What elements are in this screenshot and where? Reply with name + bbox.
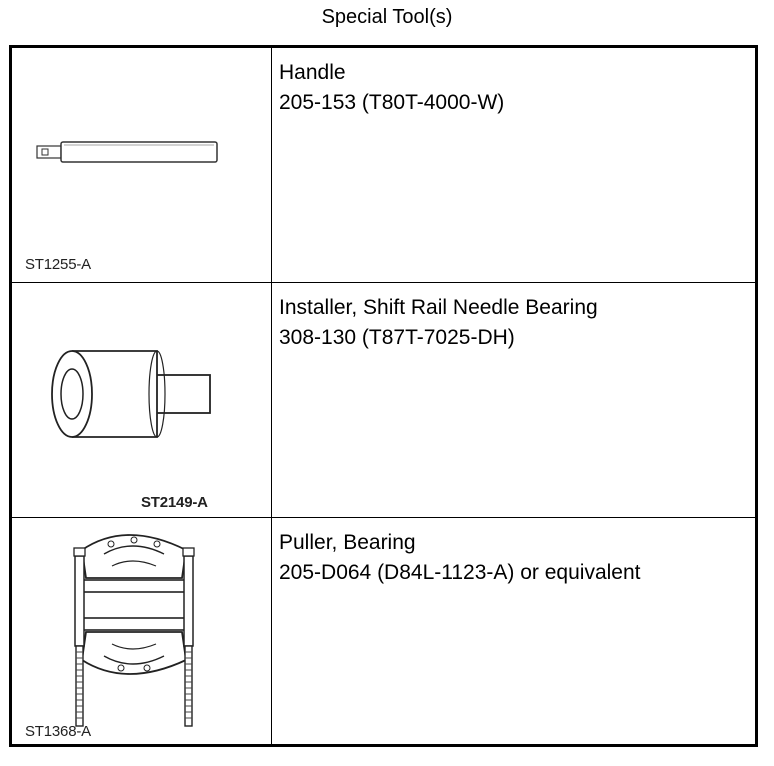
tool-row-handle — [12, 48, 755, 282]
tool-illustration-cell — [12, 283, 271, 517]
tool-row-puller — [12, 518, 755, 744]
illustration-code: ST1255-A — [25, 256, 91, 273]
tool-row-installer — [12, 283, 755, 517]
page-title: Special Tool(s) — [321, 6, 453, 28]
special-tools-table — [9, 45, 758, 747]
tool-name: Installer, Shift Rail Needle Bearing — [279, 296, 598, 319]
tool-illustration-cell — [12, 518, 271, 744]
bearing-installer-icon — [12, 283, 271, 517]
illustration-code: ST1368-A — [25, 723, 91, 740]
tool-part-number: 205-153 (T80T-4000-W) — [279, 91, 505, 114]
tool-description — [279, 528, 749, 588]
tool-name: Puller, Bearing — [279, 531, 416, 554]
tool-illustration-cell — [12, 48, 271, 282]
handle-tool-icon — [12, 48, 271, 282]
tool-part-number: 308-130 (T87T-7025-DH) — [279, 326, 515, 349]
bearing-puller-icon — [12, 518, 271, 744]
illustration-code: ST2149-A — [141, 494, 208, 511]
tool-part-number: 205-D064 (D84L-1123-A) or equivalent — [279, 561, 641, 584]
tool-name: Handle — [279, 61, 346, 84]
tool-description — [279, 293, 749, 353]
tool-description — [279, 58, 749, 118]
